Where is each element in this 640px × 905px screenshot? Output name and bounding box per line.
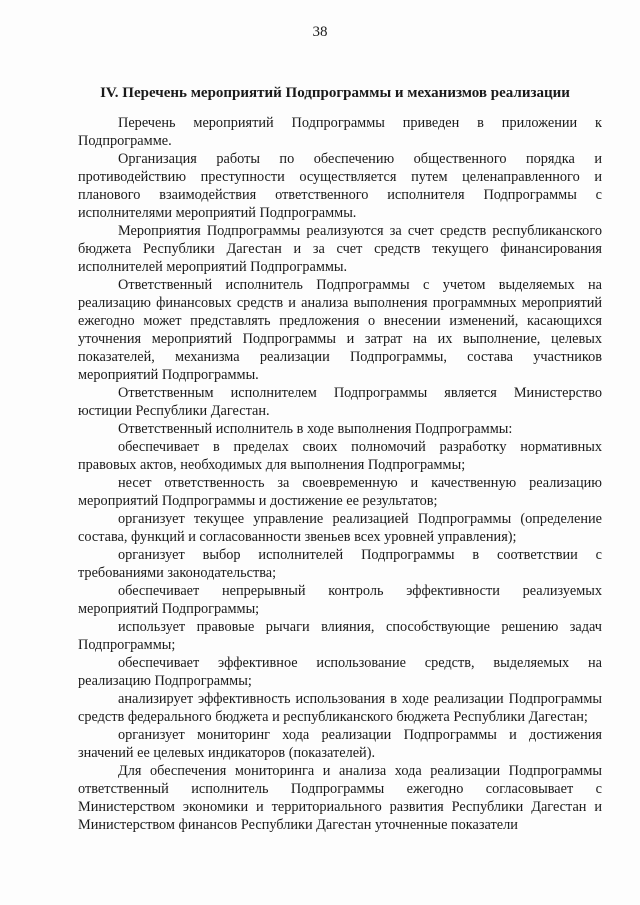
paragraph: Организация работы по обеспечению общественного порядка и противодействию преступности осуществляется путем целенаправленного и планового взаимодействия ответственного исполнителя Подпрограммы с исполнителями мероприятий Подпрограммы. bbox=[78, 151, 602, 221]
list-item: организует мониторинг хода реализации Подпрограммы и достижения значений ее целевых индикаторов (показателей). bbox=[78, 727, 602, 761]
paragraph: Перечень мероприятий Подпрограммы приведен в приложении к Подпрограмме. bbox=[78, 115, 602, 149]
list-item: организует выбор исполнителей Подпрограммы в соответствии с требованиями законодательства; bbox=[78, 547, 602, 581]
list-item: использует правовые рычаги влияния, способствующие решению задач Подпрограммы; bbox=[78, 619, 602, 653]
paragraph: Для обеспечения мониторинга и анализа хода реализации Подпрограммы ответственный исполнитель Подпрограммы ежегодно согласовывает с Министерством экономики и территориального развития Республики Дагестан и Министерством финансов Республики Дагестан уточненные показатели bbox=[78, 763, 602, 833]
paragraph: Ответственным исполнителем Подпрограммы является Министерство юстиции Республики Дагестан. bbox=[78, 385, 602, 419]
list-item: обеспечивает непрерывный контроль эффективности реализуемых мероприятий Подпрограммы; bbox=[78, 583, 602, 617]
body-text bbox=[78, 114, 602, 834]
page-number: 38 bbox=[312, 24, 328, 40]
paragraph: Ответственный исполнитель Подпрограммы с учетом выделяемых на реализацию финансовых средств и анализа выполнения программных мероприятий ежегодно может представлять предложения о внесении изменений, касающихся уточнения мероприятий Подпрограммы и затрат на их выполнение, целевых показателей, механизма реализации Подпрограммы, состава участников мероприятий Подпрограммы. bbox=[78, 277, 602, 383]
list-item: обеспечивает в пределах своих полномочий разработку нормативных правовых актов, необходимых для выполнения Подпрограммы; bbox=[78, 439, 602, 473]
list-item: организует текущее управление реализацией Подпрограммы (определение состава, функций и согласованности звеньев всех уровней управления); bbox=[78, 511, 602, 545]
paragraph: Ответственный исполнитель в ходе выполнения Подпрограммы: bbox=[118, 421, 513, 437]
list-item: анализирует эффективность использования в ходе реализации Подпрограммы средств федерального бюджета и республиканского бюджета Республики Дагестан; bbox=[78, 691, 602, 725]
paragraph: Мероприятия Подпрограммы реализуются за счет средств республиканского бюджета Республики Дагестан и за счет средств текущего финансирования исполнителей мероприятий Подпрограммы. bbox=[78, 223, 602, 275]
section-heading: IV. Перечень мероприятий Подпрограммы и механизмов реализации bbox=[100, 85, 570, 101]
list-item: обеспечивает эффективное использование средств, выделяемых на реализацию Подпрограммы; bbox=[78, 655, 602, 689]
list-item: несет ответственность за своевременную и качественную реализацию мероприятий Подпрограммы и достижение ее результатов; bbox=[78, 475, 602, 509]
